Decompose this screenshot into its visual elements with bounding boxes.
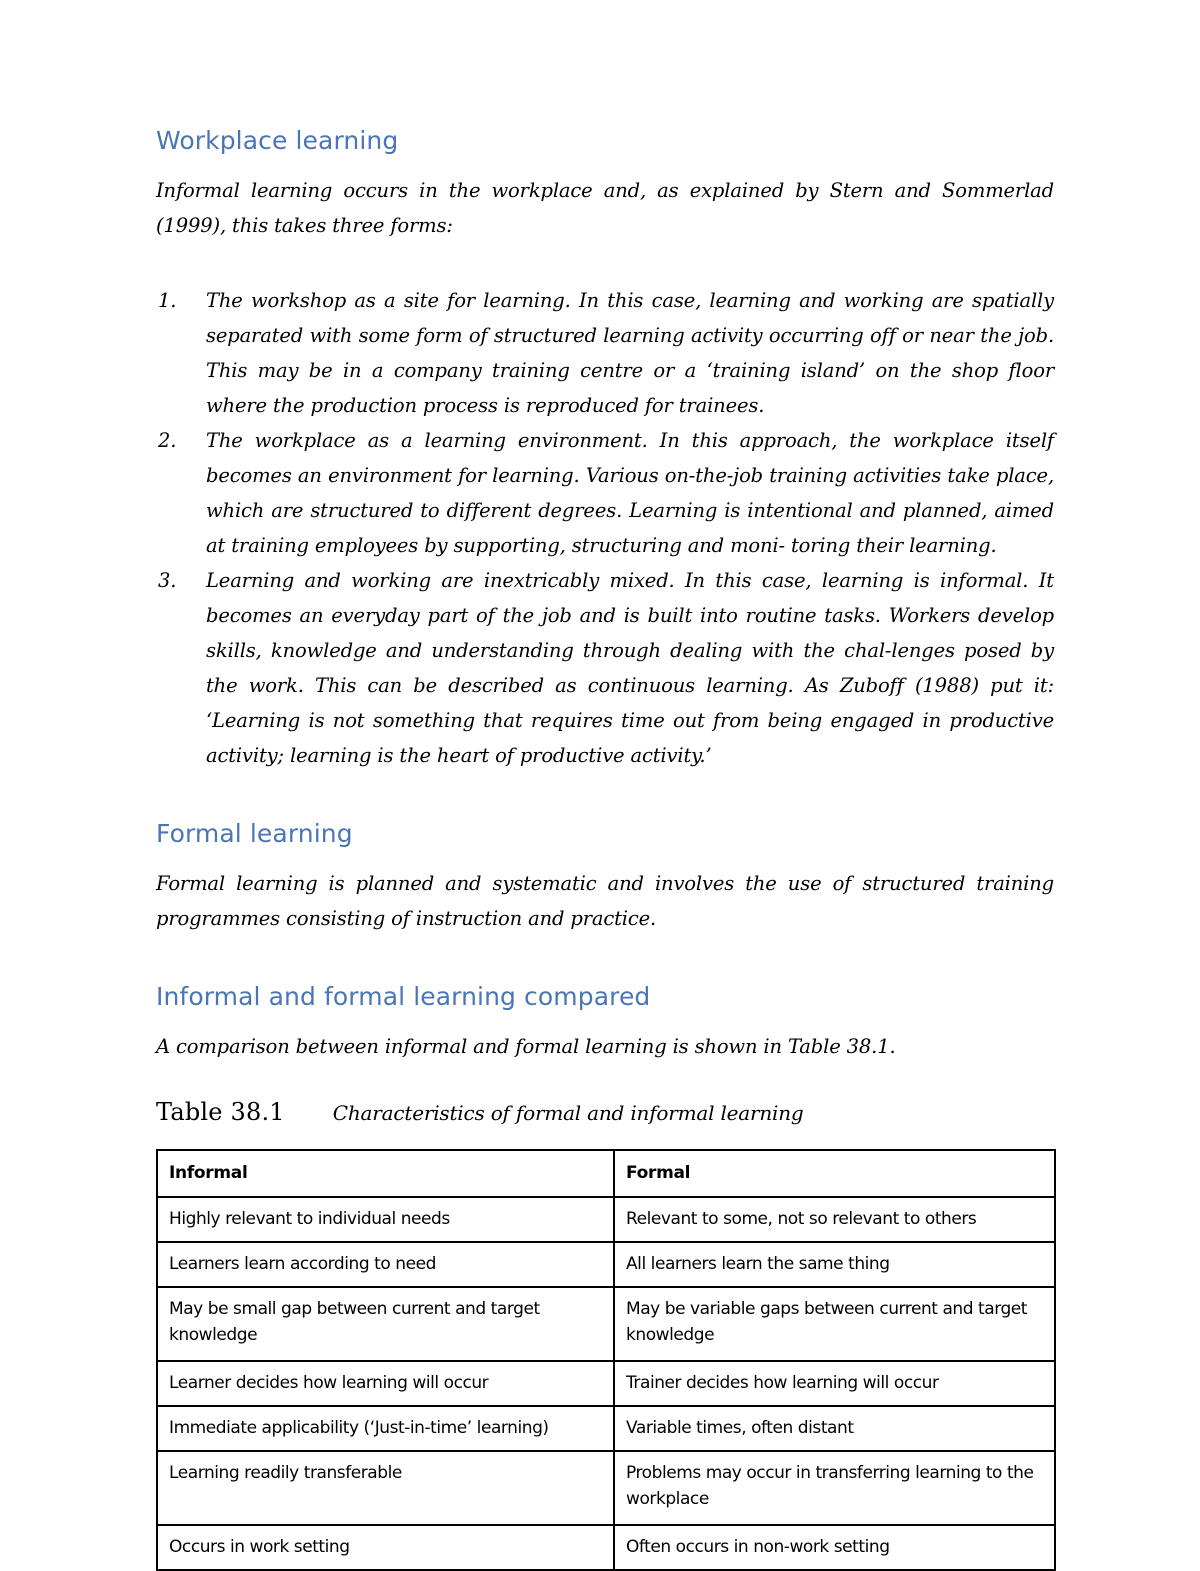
table-header-row <box>157 1150 1055 1197</box>
cell-formal: Problems may occur in transferring learning to the workplace <box>614 1451 1055 1525</box>
cell-informal: Occurs in work setting <box>157 1525 614 1570</box>
cell-formal: Variable times, often distant <box>614 1406 1055 1451</box>
workplace-learning-forms-list <box>156 283 1054 773</box>
cell-informal: Learning readily transferable <box>157 1451 614 1525</box>
table-body <box>157 1197 1055 1570</box>
list-item-text: The workplace as a learning environment. In this approach, the workplace itself becomes an environment for learning. Various on-the-job training activities take place, which are structured to different degrees. Learning is intentional and planned, aimed at training employees by supporting, structuring and moni- toring their learning. <box>206 429 1054 557</box>
table-row <box>157 1525 1055 1570</box>
cell-formal: Trainer decides how learning will occur <box>614 1361 1055 1406</box>
paragraph-comparison-intro: A comparison between informal and formal learning is shown in Table 38.1. <box>156 1035 896 1058</box>
table-row <box>157 1361 1055 1406</box>
cell-informal: Immediate applicability (‘Just-in-time’ learning) <box>157 1406 614 1451</box>
cell-formal: All learners learn the same thing <box>614 1242 1055 1287</box>
document-content <box>156 126 1054 1571</box>
table-row <box>157 1197 1055 1242</box>
cell-formal: Often occurs in non-work setting <box>614 1525 1055 1570</box>
heading-formal-learning: Formal learning <box>156 819 353 848</box>
list-item-text: The workshop as a site for learning. In this case, learning and working are spatially separated with some form of structured learning activity occurring off or near the job. This may be in a company training centre or a ‘training island’ on the shop floor where the production process is reproduced for trainees. <box>206 289 1054 417</box>
comparison-table <box>156 1149 1056 1571</box>
table-row <box>157 1451 1055 1525</box>
table-head <box>157 1150 1055 1197</box>
list-item <box>156 423 1054 563</box>
cell-informal: Learners learn according to need <box>157 1242 614 1287</box>
table-row <box>157 1287 1055 1361</box>
table-caption <box>156 1098 1054 1126</box>
cell-informal: Learner decides how learning will occur <box>157 1361 614 1406</box>
table-caption-label: Table 38.1 <box>156 1098 285 1126</box>
column-header-informal: Informal <box>157 1150 614 1197</box>
list-item-marker: 3. <box>158 569 177 592</box>
column-header-formal: Formal <box>614 1150 1055 1197</box>
cell-formal: Relevant to some, not so relevant to others <box>614 1197 1055 1242</box>
list-item <box>156 563 1054 773</box>
cell-formal: May be variable gaps between current and target knowledge <box>614 1287 1055 1361</box>
list-item <box>156 283 1054 423</box>
heading-workplace-learning: Workplace learning <box>156 126 399 155</box>
table-row <box>157 1242 1055 1287</box>
paragraph-formal-learning-intro: Formal learning is planned and systematic and involves the use of structured training programmes consisting of instruction and practice. <box>156 872 1054 930</box>
list-item-marker: 2. <box>158 429 177 452</box>
list-item-text: Learning and working are inextricably mixed. In this case, learning is informal. It becomes an everyday part of the job and is built into routine tasks. Workers develop skills, knowledge and understanding through dealing with the chal-lenges posed by the work. This can be described as continuous learning. As Zuboff (1988) put it: ‘Learning is not something that requires time out from being engaged in productive activity; learning is the heart of productive activity.’ <box>206 569 1054 767</box>
paragraph-workplace-learning-intro: Informal learning occurs in the workplace and, as explained by Stern and Sommerlad (1999), this takes three forms: <box>156 179 1054 237</box>
table-row <box>157 1406 1055 1451</box>
cell-informal: Highly relevant to individual needs <box>157 1197 614 1242</box>
list-item-marker: 1. <box>158 289 177 312</box>
heading-informal-formal-compared: Informal and formal learning compared <box>156 982 651 1011</box>
cell-informal: May be small gap between current and target knowledge <box>157 1287 614 1361</box>
table-caption-description: Characteristics of formal and informal learning <box>332 1101 804 1125</box>
